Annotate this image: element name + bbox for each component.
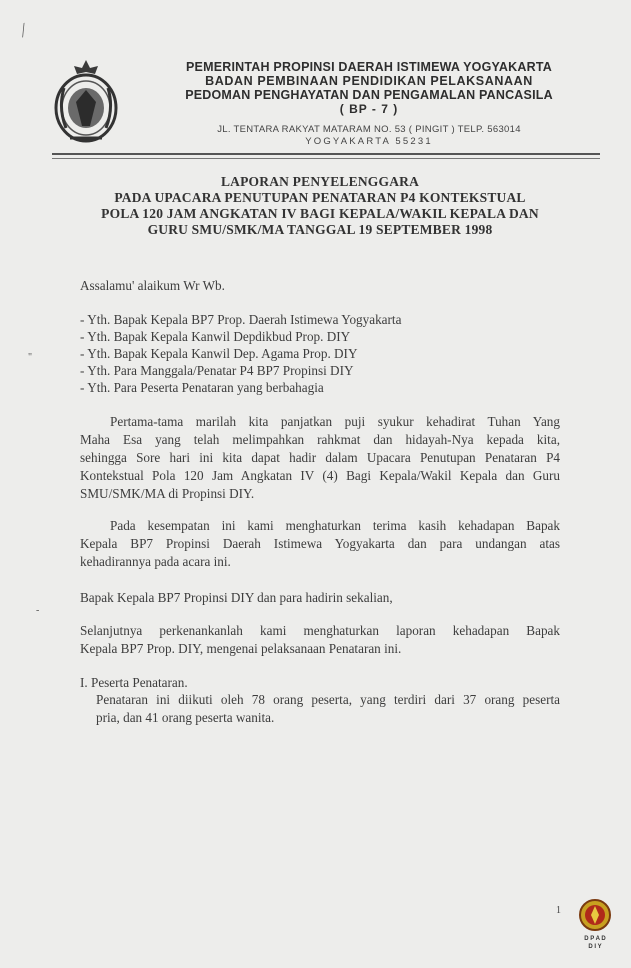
svg-text:D P A D: D P A D <box>584 936 606 942</box>
letterhead-line-4: ( BP - 7 ) <box>339 102 399 116</box>
scan-mark: " <box>28 352 33 363</box>
report-title-line-4: GURU SMU/SMK/MA TANGGAL 19 SEPTEMBER 1998 <box>147 222 493 237</box>
letterhead-line-3: PEDOMAN PENGHAYATAN DAN PENGAMALAN PANCASILA <box>185 88 553 102</box>
letterhead-address-2: YOGYAKARTA 55231 <box>305 136 433 147</box>
letterhead-divider-thin <box>52 158 600 159</box>
paragraph-4-line: Selanjutnya perkenankanlah kami menghaturkan laporan kehadapan Bapak <box>80 623 560 638</box>
report-title-line-3: POLA 120 JAM ANGKATAN IV BAGI KEPALA/WAKIL KEPALA DAN <box>101 206 539 221</box>
section-1-line: Penataran ini diikuti oleh 78 orang peserta, yang terdiri dari 37 orang peserta <box>96 692 560 707</box>
greeting: Assalamu' alaikum Wr Wb. <box>80 278 225 293</box>
addressee-item: - Yth. Bapak Kepala Kanwil Dep. Agama Prop. DIY <box>80 346 358 361</box>
letterhead-divider-thick <box>52 153 600 155</box>
paragraph-3: Bapak Kepala BP7 Propinsi DIY dan para hadirin sekalian, <box>80 590 393 605</box>
yogyakarta-seal-icon <box>50 58 122 146</box>
section-1-heading: I. Peserta Penataran. <box>80 675 188 690</box>
paragraph-1-line: sehingga Sore hari ini kita dapat hadir dalam Upacara Penutupan Penataran P4 <box>80 450 560 465</box>
report-title-line-1: LAPORAN PENYELENGGARA <box>220 174 420 189</box>
paragraph-1-line: Kontekstual Pola 120 Jam Angkatan IV (4) Bagi Kepala/Wakil Kepala dan Guru <box>80 468 560 483</box>
paragraph-1-line: SMU/SMK/MA di Propinsi DIY. <box>80 486 255 501</box>
paragraph-2-line: Kepala BP7 Propinsi Daerah Istimewa Yogyakarta dan para undangan atas <box>80 536 560 551</box>
svg-text:D I Y: D I Y <box>588 944 602 950</box>
paragraph-1-line: Maha Esa yang telah melimpahkan rahkmat dan hidayah-Nya kepada kita, <box>80 432 560 447</box>
paragraph-2-line: kehadirannya pada acara ini. <box>80 554 231 569</box>
scan-mark: ⁄ <box>16 20 30 40</box>
scan-mark: - <box>36 605 40 616</box>
dpad-diy-logo-icon <box>578 898 612 954</box>
letterhead-line-1: PEMERINTAH PROPINSI DAERAH ISTIMEWA YOGYAKARTA <box>186 60 552 74</box>
letterhead-address-1: JL. TENTARA RAKYAT MATARAM NO. 53 ( PINGIT ) TELP. 563014 <box>217 124 521 135</box>
addressee-item: - Yth. Para Peserta Penataran yang berbahagia <box>80 380 324 395</box>
report-title-line-2: PADA UPACARA PENUTUPAN PENATARAN P4 KONTEKSTUAL <box>114 190 526 205</box>
section-1-line: pria, dan 41 orang peserta wanita. <box>96 710 275 725</box>
addressee-item: - Yth. Para Manggala/Penatar P4 BP7 Propinsi DIY <box>80 363 354 378</box>
addressee-item: - Yth. Bapak Kepala BP7 Prop. Daerah Istimewa Yogyakarta <box>80 312 402 327</box>
paragraph-4-line: Kepala BP7 Prop. DIY, mengenai pelaksanaan Penataran ini. <box>80 641 402 656</box>
paragraph-1-line: Pertama-tama marilah kita panjatkan puji syukur kehadirat Tuhan Yang <box>110 414 560 429</box>
page-number: 1 <box>556 905 561 916</box>
letterhead-line-2: BADAN PEMBINAAN PENDIDIKAN PELAKSANAAN <box>205 74 533 88</box>
addressee-item: - Yth. Bapak Kepala Kanwil Depdikbud Prop. DIY <box>80 329 351 344</box>
paragraph-2-line: Pada kesempatan ini kami menghaturkan terima kasih kehadapan Bapak <box>110 518 560 533</box>
